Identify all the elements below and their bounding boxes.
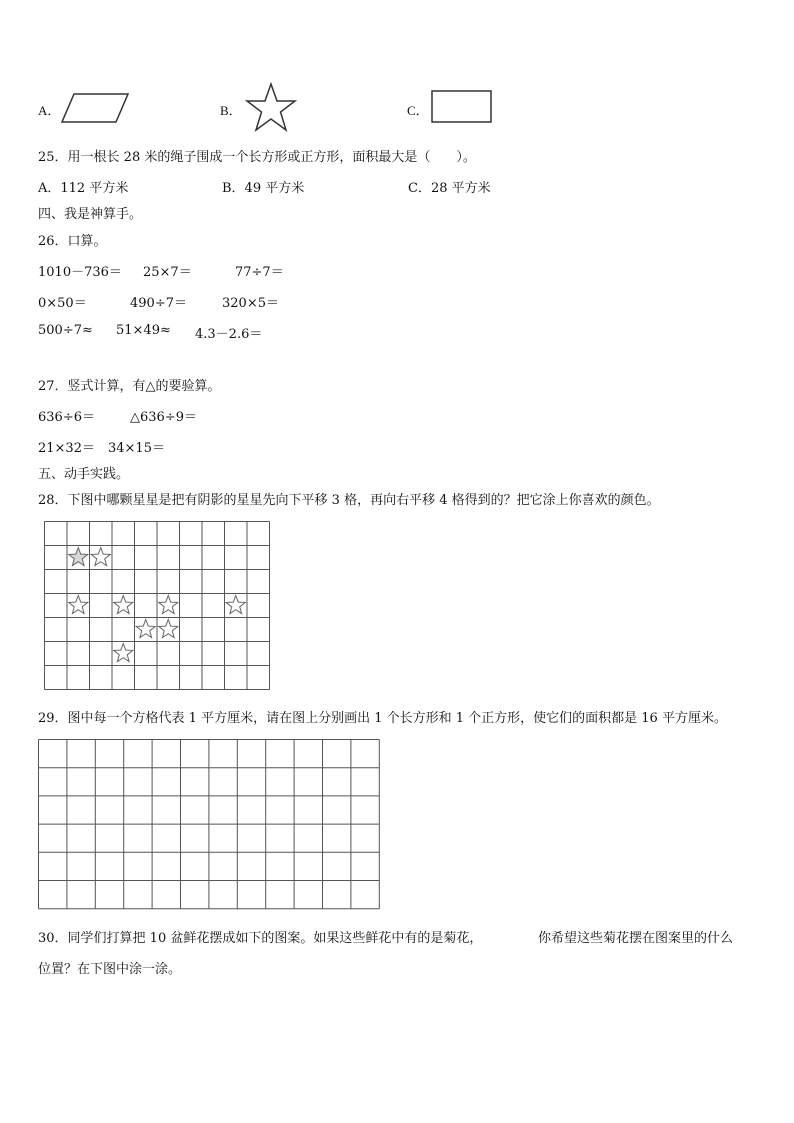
parallelogram-icon	[60, 92, 130, 124]
q26-item: 4.3－2.6＝	[195, 327, 263, 342]
star-icon[interactable]	[114, 644, 133, 662]
q25-option-a: A．112 平方米	[38, 181, 129, 196]
star-grid	[44, 521, 272, 691]
star-icon[interactable]	[136, 620, 155, 638]
star-icon[interactable]	[114, 596, 133, 614]
q26-item: 320×5＝	[222, 296, 279, 311]
grid-lines	[39, 740, 380, 909]
square-grid	[38, 739, 382, 909]
rectangle-icon	[431, 90, 493, 124]
section-5-title: 五、动手实践。	[38, 467, 130, 482]
q26-item: 490÷7＝	[130, 296, 187, 311]
star-icon[interactable]	[91, 548, 110, 566]
q25-option-b: B．49 平方米	[222, 181, 305, 196]
q30-stem-line2: 位置？在下图中涂一涂。	[38, 962, 182, 977]
q26-stem: 26．口算。	[38, 234, 107, 249]
q27-item: △636÷9＝	[130, 410, 197, 425]
q30-stem-part2: 你希望这些菊花摆在图案里的什么	[538, 931, 734, 946]
star-icon	[245, 82, 297, 132]
q26-item: 25×7＝	[143, 265, 192, 280]
q26-item: 500÷7≈	[38, 323, 93, 338]
option-c-label: C．	[407, 103, 429, 118]
star-icon[interactable]	[159, 596, 178, 614]
star-icon[interactable]	[69, 596, 88, 614]
q29-stem: 29．图中每一个方格代表 1 平方厘米，请在图上分别画出 1 个长方形和 1 个正方形，使它们的面积都是 16 平方厘米。	[38, 711, 727, 726]
option-b-label: B．	[220, 103, 242, 118]
q26-item: 77÷7＝	[235, 265, 284, 280]
q26-item: 0×50＝	[38, 296, 87, 311]
star-icon[interactable]	[159, 620, 178, 638]
section-4-title: 四、我是神算手。	[38, 207, 143, 222]
q30-stem-part1: 30．同学们打算把 10 盆鲜花摆成如下的图案。如果这些鲜花中有的是菊花，	[38, 931, 483, 946]
q25-option-c: C．28 平方米	[408, 181, 491, 196]
star-icon[interactable]	[226, 596, 245, 614]
q27-item: 21×32＝	[38, 441, 95, 456]
q27-item: 636÷6＝	[38, 410, 95, 425]
q27-stem: 27．竖式计算，有△的要验算。	[38, 379, 221, 394]
option-a-label: A．	[38, 103, 61, 118]
shaded-star-icon[interactable]	[69, 548, 88, 566]
q26-item: 51×49≈	[116, 323, 171, 338]
q25-stem: 25．用一根长 28 米的绳子围成一个长方形或正方形，面积最大是（ ）。	[38, 150, 476, 165]
q27-item: 34×15＝	[108, 441, 165, 456]
q26-item: 1010－736＝	[38, 265, 122, 280]
q28-stem: 28．下图中哪颗星星是把有阴影的星星先向下平移 3 格，再向右平移 4 格得到的？把它涂上你喜欢的颜色。	[38, 493, 660, 508]
